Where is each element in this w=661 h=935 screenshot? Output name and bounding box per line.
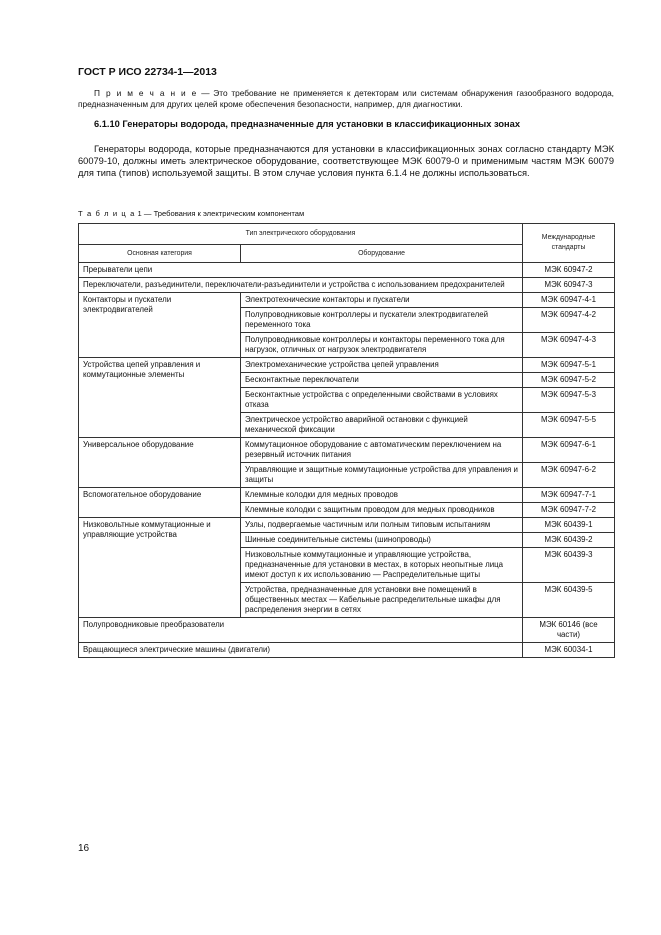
standard-cell: МЭК 60947-5-3 [523,388,615,413]
header-equipment: Оборудование [241,245,523,263]
table-body [79,263,615,658]
note-text: — Это требование не применяется к детекторам или системам обнаружения газообразного водорода, предназначенным для других целей кроме обеспечения безопасности, например, для диагностики. [78,88,614,109]
table-row [79,488,615,503]
standard-cell: МЭК 60947-5-2 [523,373,615,388]
category-cell: Переключатели, разъединители, переключатели-разъединители и устройства с использованием предохранителей [79,278,523,293]
clause-body-text: Генераторы водорода, которые предназначаются для установки в классификационных зонах согласно стандарту МЭК 60079-10, должны иметь электрическое оборудование, соответствующее МЭК 60079-0 и применимым частям МЭК 60079 для типа (типов) используемой защиты. В этом случае условия пункта 6.1.4 не должны использоваться. [78,144,614,178]
page-number: 16 [78,843,90,854]
category-cell: Контакторы и пускатели электродвигателей [79,293,241,358]
equipment-cell: Электрическое устройство аварийной остановки с функцией механической фиксации [241,413,523,438]
standard-cell: МЭК 60947-7-2 [523,503,615,518]
standard-cell: МЭК 60439-3 [523,548,615,583]
standard-cell: МЭК 60439-2 [523,533,615,548]
equipment-cell: Узлы, подвергаемые частичным или полным типовым испытаниям [241,518,523,533]
equipment-cell: Управляющие и защитные коммутационные устройства для управления и защиты [241,463,523,488]
clause-title-text: 6.1.10 Генераторы водорода, предназначенные для установки в классификационных зонах [94,119,521,129]
category-cell: Вспомогательное оборудование [79,488,241,518]
standard-cell: МЭК 60947-4-2 [523,308,615,333]
standard-cell: МЭК 60146 (все части) [523,618,615,643]
clause-title [78,118,614,130]
table-row [79,278,615,293]
equipment-cell: Электромеханические устройства цепей управления [241,358,523,373]
table-row [79,293,615,308]
standard-cell: МЭК 60439-5 [523,583,615,618]
category-cell: Устройства цепей управления и коммутационные элементы [79,358,241,438]
standard-cell: МЭК 60947-3 [523,278,615,293]
table-caption-text: 1 — Требования к электрическим компонентам [135,209,305,218]
equipment-cell: Полупроводниковые контроллеры и пускатели электродвигателей переменного тока [241,308,523,333]
equipment-cell: Бесконтактные устройства с определенными свойствами в условиях отказа [241,388,523,413]
requirements-table [78,223,615,658]
document-header: ГОСТ Р ИСО 22734-1—2013 [78,66,217,78]
table-row [79,358,615,373]
standard-cell: МЭК 60034-1 [523,643,615,658]
standard-cell: МЭК 60947-6-2 [523,463,615,488]
note-paragraph [78,88,614,110]
equipment-cell: Шинные соединительные системы (шинопроводы) [241,533,523,548]
clause-body [78,143,614,179]
header-standards: Международные стандарты [523,224,615,263]
standard-cell: МЭК 60439-1 [523,518,615,533]
standard-cell: МЭК 60947-4-3 [523,333,615,358]
equipment-cell: Полупроводниковые контроллеры и контакторы переменного тока для нагрузок, отличных от нагрузок электродвигателя [241,333,523,358]
equipment-cell: Бесконтактные переключатели [241,373,523,388]
standard-cell: МЭК 60947-5-5 [523,413,615,438]
table-caption [78,209,304,218]
note-label: П р и м е ч а н и е [94,88,198,98]
category-cell: Вращающиеся электрические машины (двигатели) [79,643,523,658]
table-row [79,643,615,658]
category-cell: Низковольтные коммутационные и управляющие устройства [79,518,241,618]
table-row [79,618,615,643]
equipment-cell: Электротехнические контакторы и пускатели [241,293,523,308]
category-cell: Прерыватели цепи [79,263,523,278]
standard-cell: МЭК 60947-2 [523,263,615,278]
standard-cell: МЭК 60947-5-1 [523,358,615,373]
table-row [79,518,615,533]
header-main-category: Основная категория [79,245,241,263]
standard-cell: МЭК 60947-6-1 [523,438,615,463]
equipment-cell: Коммутационное оборудование с автоматическим переключением на резервный источник питания [241,438,523,463]
table-row [79,438,615,463]
standard-cell: МЭК 60947-7-1 [523,488,615,503]
table-caption-label: Т а б л и ц а [78,209,136,218]
equipment-cell: Клеммные колодки с защитным проводом для медных проводников [241,503,523,518]
header-equipment-type: Тип электрического оборудования [79,224,523,245]
category-cell: Универсальное оборудование [79,438,241,488]
standard-cell: МЭК 60947-4-1 [523,293,615,308]
equipment-cell: Устройства, предназначенные для установки вне помещений в общественных местах — Кабельные распределительные шкафы для распределения энергии в сетях [241,583,523,618]
equipment-cell: Низковольтные коммутационные и управляющие устройства, предназначенные для установки в местах, в которых неопытные лица имеют доступ к их использованию — Распределительные щиты [241,548,523,583]
table-row [79,263,615,278]
equipment-cell: Клеммные колодки для медных проводов [241,488,523,503]
category-cell: Полупроводниковые преобразователи [79,618,523,643]
